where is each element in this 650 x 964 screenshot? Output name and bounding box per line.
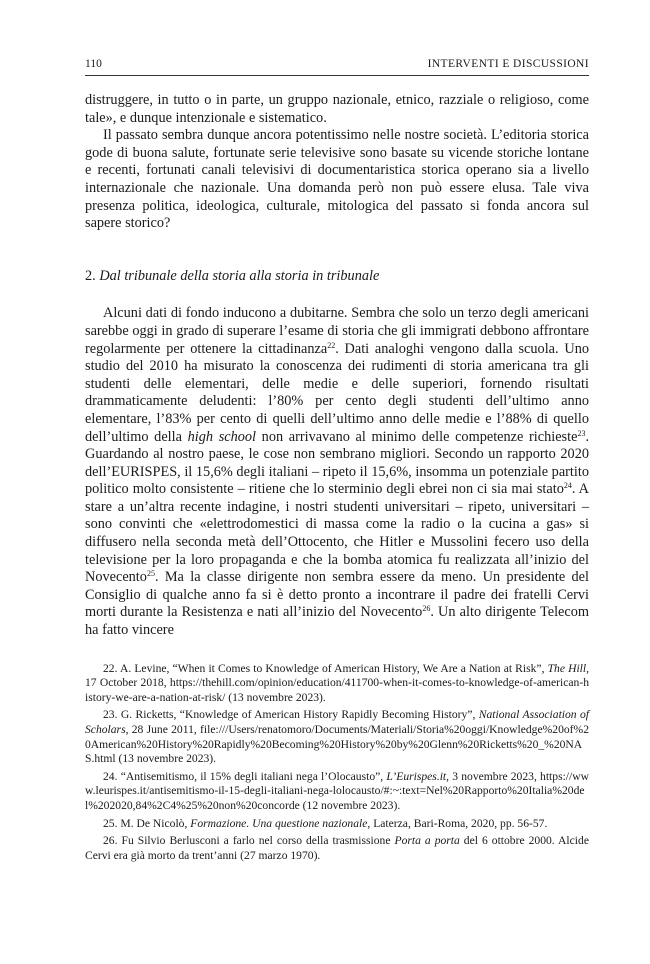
footnote-citation: , 3 novembre 2023, https://www.leurispes.it/antisemitismo-il-15-degli-italiani-nega-lolocausto/#:~:text=Nel%20Rapporto%20Italia%20del%202020,84%2C4%25%20non%20concorde (12 novembre 2023). xyxy=(85,769,589,812)
paragraph-3-part-a: Alcuni dati di fondo inducono a dubitarne. Sembra che solo un terzo degli americani sarebbe oggi in grado di superare l’esame di storia che gli immigrati debbono affrontare regolarmente per ottenere la cittadinanza xyxy=(85,305,589,357)
footnote-number: 22. xyxy=(103,661,118,675)
high-school-term: high school xyxy=(187,428,257,445)
footnote-source-title: National Association of Scholars xyxy=(85,708,589,736)
paragraph-3-part-d: . Guardando al nostro paese, le cose non sembrano migliori. Secondo un rapporto 2020 dell’EURISPES, il 15,6% degli italiani – ripeto il 15,6%, insomma un potenziale partito politico molto consistente – ritiene che lo sterminio degli ebrei non ci sia mai stato xyxy=(85,428,590,498)
footnote-text: M. De Nicolò, xyxy=(120,816,191,830)
footnote-text: G. Ricketts, “Knowledge of American History Rapidly Becoming History”, xyxy=(120,708,479,722)
footnote-ref-24[interactable]: 24 xyxy=(563,481,572,491)
footnote-citation: , 17 October 2018, https://thehill.com/opinion/education/411700-when-it-comes-to-knowledge-of-american-history-we-are-a-nation-at-risk/ (13 novembre 2023). xyxy=(85,661,590,704)
running-title: INTERVENTI E DISCUSSIONI xyxy=(427,58,589,70)
page-number: 110 xyxy=(85,58,102,70)
footnote-25 xyxy=(85,817,589,832)
footnote-26 xyxy=(85,834,589,863)
section-number: 2. xyxy=(85,267,96,284)
footnote-number: 26. xyxy=(103,834,118,848)
footnote-23 xyxy=(85,708,589,766)
footnote-citation: del 6 ottobre 2000. Alcide Cervi era già morto da trent’anni (27 marzo 1970). xyxy=(85,834,589,862)
footnote-ref-23[interactable]: 23 xyxy=(577,428,586,438)
page xyxy=(85,58,589,866)
section-title: Dal tribunale della storia alla storia in tribunale xyxy=(99,267,380,284)
footnote-ref-26[interactable]: 26 xyxy=(422,604,431,614)
footnote-ref-25[interactable]: 25 xyxy=(146,569,155,579)
paragraph-2: Il passato sembra dunque ancora potentissimo nelle nostre società. L’editoria storica gode di buona salute, fortunate serie televisive sono basate su vicende storiche lontane e recenti, fortunati canali televisivi di documentaristica storica operano sia a livello internazionale che nazionale. Una domanda però non può essere elusa. Tale viva presenza politica, ideologica, culturale, mitologica del passato si fonda ancora sul sapere storico? xyxy=(85,127,589,232)
footnote-source-title: L’Eurispes.it xyxy=(386,769,447,783)
footnote-source-title: Formazione. Una questione nazionale xyxy=(190,816,368,830)
footnote-source-title: Porta a porta xyxy=(394,834,460,848)
footnote-ref-22[interactable]: 22 xyxy=(327,340,336,350)
footnote-citation: , 28 June 2011, file:///Users/renatomoro/Documents/Materiali/Storia%20oggi/Knowledge%20of%20American%20History%20Rapidly%20Becoming%20History%20by%20Glenn%20Ricketts%20_%20NAS.html (13 novembre 2023). xyxy=(85,723,589,766)
body-text xyxy=(85,92,589,640)
paragraph-3-part-f: . Ma la classe dirigente non sembra essere da meno. Un presidente del Consiglio di qualche anno fa si è detto pronto a incontrare il padre dei fratelli Cervi morti durante la Resistenza e nati all’inizio del Novecento xyxy=(85,569,589,621)
footnote-number: 24. xyxy=(103,769,118,783)
paragraph-3-part-c: non arrivavano al minimo delle competenze richieste xyxy=(256,428,578,445)
paragraph-3-part-b: . Dati analoghi vengono dalla scuola. Uno studio del 2010 ha misurato la conoscenza dei rudimenti di storia americana tra gli studenti delle elementari, delle medie e delle superiori, fornendo risultati drammaticamente deludenti: l’80% per cento degli studenti dell’ultimo anno elementare, l’83% per cento di quelli dell’ultimo anno delle medie e l’88% di quello dell’ultimo della xyxy=(85,340,589,445)
footnote-citation: , Laterza, Bari-Roma, 2020, pp. 56-57. xyxy=(367,816,548,830)
section-heading xyxy=(85,268,589,286)
footnote-22 xyxy=(85,662,589,706)
footnote-text: “Antisemitismo, il 15% degli italiani nega l’Olocausto”, xyxy=(120,769,387,783)
footnote-24 xyxy=(85,770,589,814)
footnotes xyxy=(85,662,589,864)
paragraph-3 xyxy=(85,305,589,639)
footnote-number: 25. xyxy=(103,816,118,830)
paragraph-1: distruggere, in tutto o in parte, un gruppo nazionale, etnico, razziale o religioso, come tale», e dunque intenzionale e sistematico. xyxy=(85,92,589,126)
footnote-source-title: The Hill xyxy=(547,661,587,675)
paragraph-3-part-e: . A stare a un’altra recente indagine, i nostri studenti universitari – ripeto, universitari – sono convinti che «elettrodomestici di massa come la radio o la cucina a gas» si diffusero nella seconda metà dell’Ottocento, che Hitler e Mussolini fecero uso della televisione per la loro propaganda e che la bomba atomica fu realizzata all’inizio del Novecento xyxy=(85,481,589,586)
footnote-text: A. Levine, “When it Comes to Knowledge of American History, We Are a Nation at Risk”, xyxy=(119,661,548,675)
paragraph-3-part-g: . Un alto dirigente Telecom ha fatto vincere xyxy=(85,604,589,639)
running-header xyxy=(85,58,589,76)
footnote-number: 23. xyxy=(103,708,118,722)
footnote-text: Fu Silvio Berlusconi a farlo nel corso della trasmissione xyxy=(121,834,395,848)
